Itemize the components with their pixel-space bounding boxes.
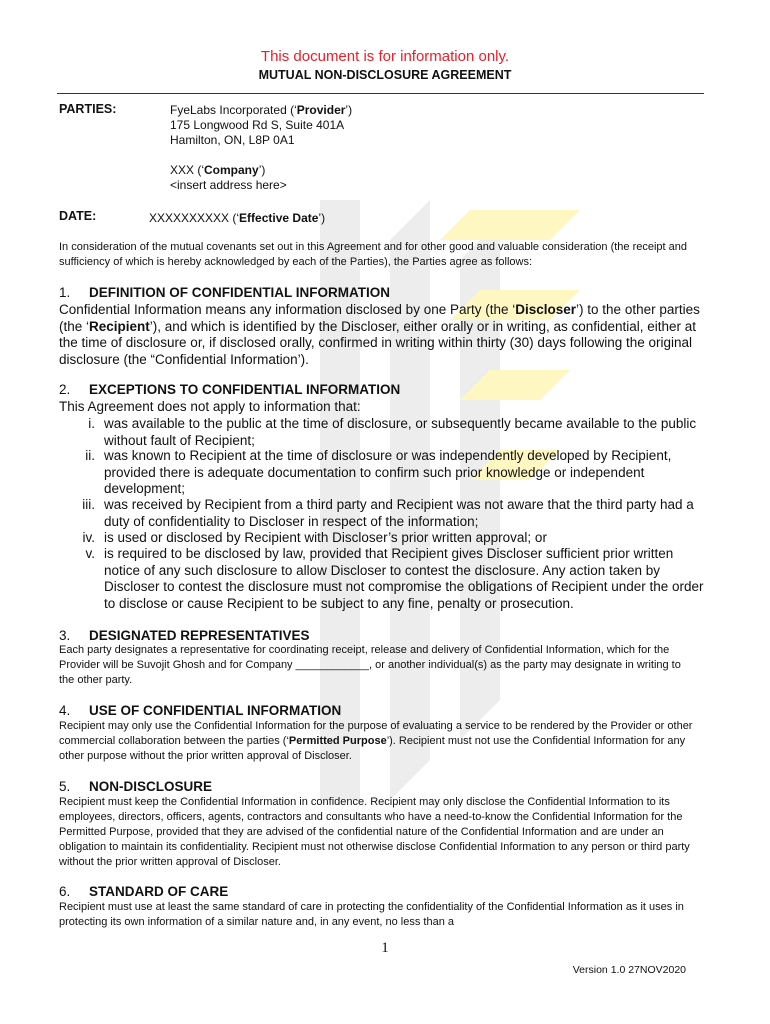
effective-date-line: XXXXXXXXXX (‘Effective Date’)	[149, 211, 326, 225]
company-address-line: <insert address here>	[170, 178, 287, 192]
section-4-heading: 4. USE OF CONFIDENTIAL INFORMATION	[59, 703, 342, 718]
section-4-body: Recipient may only use the Confidential Information for the purpose of evaluating a service to be rendered by the Provider or other commercial collaboration between the parties (‘Permitted Purpose’). Recipient must not use the Confidential Information for any other purpose without the prior written approval of Discloser.	[59, 720, 693, 762]
title-divider	[57, 93, 704, 94]
provider-address-line-2: Hamilton, ON, L8P 0A1	[170, 133, 295, 147]
company-block	[170, 163, 287, 193]
section-2-intro: This Agreement does not apply to information that:	[59, 399, 361, 414]
section-2-heading: 2. EXCEPTIONS TO CONFIDENTIAL INFORMATION	[59, 382, 401, 397]
parties-label: PARTIES:	[59, 102, 117, 116]
information-notice: This document is for information only.	[260, 48, 510, 65]
consideration-paragraph: In consideration of the mutual covenants set out in this Agreement and for other good and valuable consideration (the receipt and sufficiency of which is hereby acknowledged by each of the Parties), the Parties agree as follows:	[59, 241, 688, 268]
provider-block	[170, 103, 352, 148]
section-3-heading: 3. DESIGNATED REPRESENTATIVES	[59, 628, 310, 643]
section-6-body: Recipient must use at least the same standard of care in protecting the confidentiality of the Confidential Information as it uses in protecting its own information of a similar nature and, in any event, no less than a	[59, 901, 684, 928]
section-3-body: Each party designates a representative for coordinating receipt, release and delivery of Confidential Information, which for the Provider will be Suvojit Ghosh and for Company ____________, or another individual(s) as the party may designate in writing to the other party.	[59, 644, 681, 686]
section-5-body: Recipient must keep the Confidential Information in confidence. Recipient may only disclose the Confidential Information to its employees, directors, officers, agents, contractors and consultants who have a need-to-know the Confidential Information for the Permitted Purpose, provided that they are advised of the confidential nature of the Confidential Information and are under an obligation to maintain its confidentiality. Recipient must not otherwise disclose Confidential Information to any person or third party without the prior written approval of Discloser.	[59, 796, 690, 868]
section-6-heading: 6. STANDARD OF CARE	[59, 884, 229, 899]
page-number: 1	[381, 940, 389, 956]
provider-address-line-1: 175 Longwood Rd S, Suite 401A	[170, 118, 345, 132]
document-title: MUTUAL NON-DISCLOSURE AGREEMENT	[258, 68, 512, 82]
version-footer: Version 1.0 27NOV2020	[572, 964, 686, 976]
provider-name-line: FyeLabs Incorporated (‘Provider’)	[170, 103, 353, 117]
section-1-body: Confidential Information means any information disclosed by one Party (the ‘Discloser’) to the other parties (the ‘Recipient’), and which is identified by the Discloser, either orally or in writing, as confidential, either at the time of disclosure or, if disclosed orally, confirmed in writing within thirty (30) days following the original disclosure (the “Confidential Information’).	[59, 302, 700, 367]
section-1-heading: 1. DEFINITION OF CONFIDENTIAL INFORMATION	[59, 285, 390, 300]
date-label: DATE:	[59, 209, 97, 223]
section-5-heading: 5. NON-DISCLOSURE	[59, 779, 213, 794]
company-name-line: XXX (‘Company’)	[170, 163, 266, 177]
